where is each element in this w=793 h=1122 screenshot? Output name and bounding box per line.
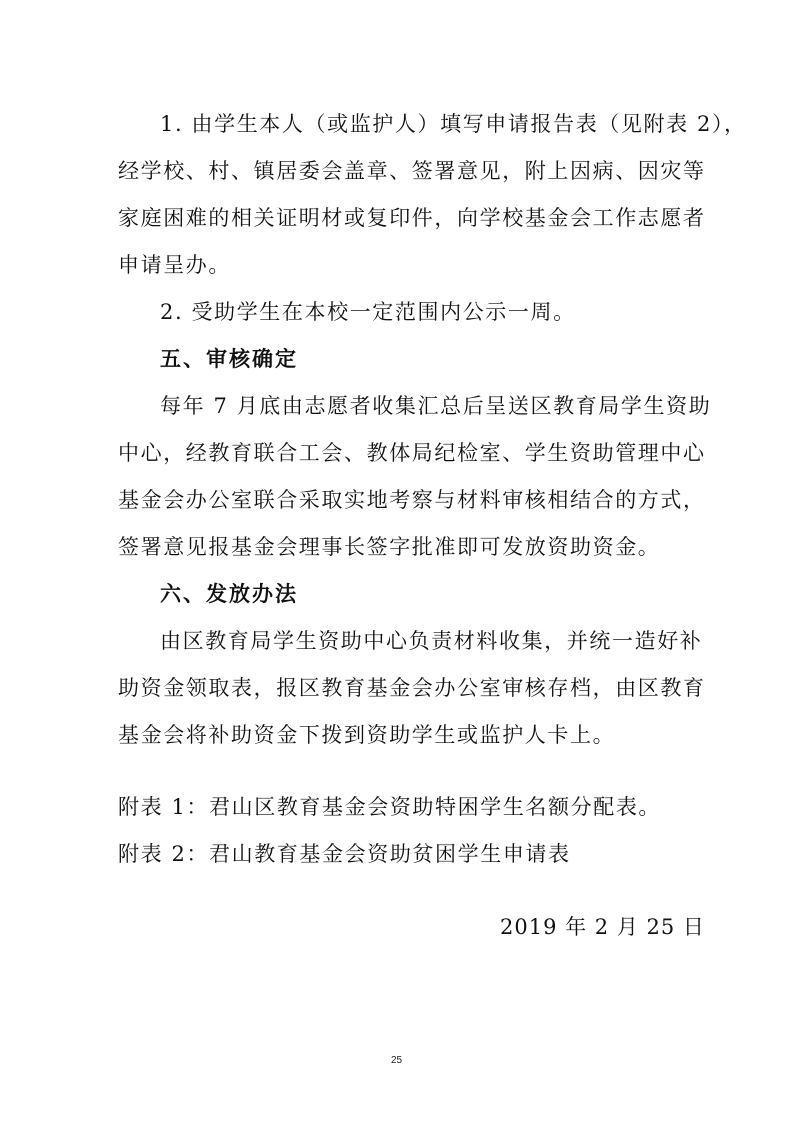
paragraph-3-line-4: 签署意见报基金会理事长签字批准即可发放资助资金。 xyxy=(118,535,661,559)
paragraph-4-line-2: 助资金领取表，报区教育基金会办公室审核存档，由区教育 xyxy=(118,676,706,700)
paragraph-1-line-4: 申请呈办。 xyxy=(118,253,231,277)
paragraph-1-line-3: 家庭困难的相关证明材或复印件，向学校基金会工作志愿者 xyxy=(118,206,706,230)
paragraph-3-line-1: 每年 7 月底由志愿者收集汇总后呈送区教育局学生资助 xyxy=(160,394,712,418)
paragraph-3-line-2: 中心，经教育联合工会、教体局纪检室、学生资助管理中心 xyxy=(118,441,706,465)
paragraph-3-line-3: 基金会办公室联合采取实地考察与材料审核相结合的方式， xyxy=(118,488,706,512)
paragraph-4-line-1: 由区教育局学生资助中心负责材料收集，并统一造好补 xyxy=(160,629,703,653)
paragraph-2: 2. 受助学生在本校一定范围内公示一周。 xyxy=(160,300,576,324)
section-5-heading: 五、审核确定 xyxy=(160,347,298,371)
paragraph-1-line-2: 经学校、村、镇居委会盖章、签署意见，附上因病、因灾等 xyxy=(118,159,706,183)
document-date: 2019 年 2 月 25 日 xyxy=(500,915,705,939)
paragraph-4-line-3: 基金会将补助资金下拨到资助学生或监护人卡上。 xyxy=(118,723,616,747)
section-6-heading: 六、发放办法 xyxy=(160,582,298,606)
paragraph-1-line-1: 1. 由学生本人（或监护人）填写申请报告表（见附表 2）， xyxy=(160,112,747,136)
page-number: 25 xyxy=(390,1055,403,1066)
attachment-2: 附表 2：君山教育基金会资助贫困学生申请表 xyxy=(118,842,571,866)
attachment-1: 附表 1：君山区教育基金会资助特困学生名额分配表。 xyxy=(118,795,662,819)
